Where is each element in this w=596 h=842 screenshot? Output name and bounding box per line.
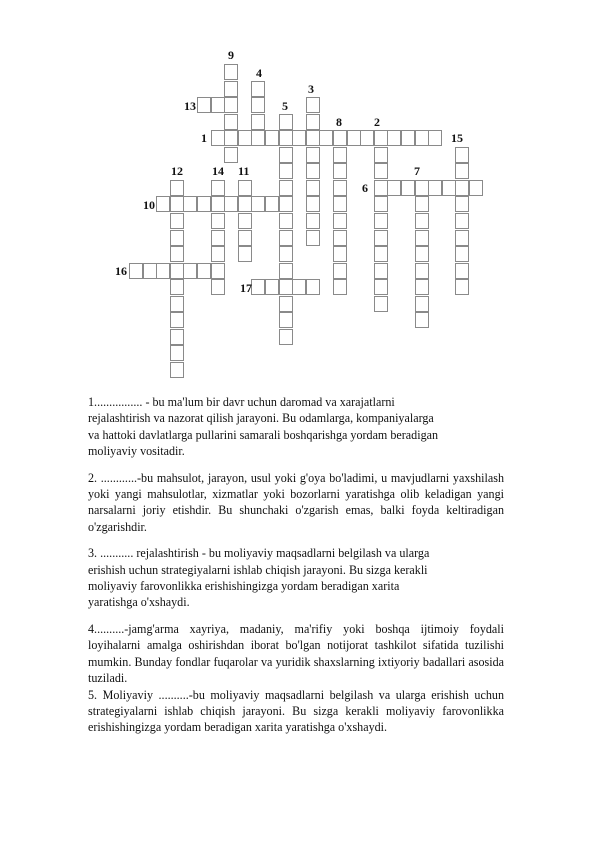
crossword-cell[interactable] xyxy=(333,230,347,246)
crossword-cell[interactable] xyxy=(387,130,401,146)
crossword-cell[interactable] xyxy=(306,279,320,295)
clue-number-5: 5 xyxy=(282,99,288,113)
crossword-cell[interactable] xyxy=(211,130,225,146)
crossword-cell[interactable] xyxy=(224,114,238,130)
clue-number-17: 17 xyxy=(240,281,252,295)
clue-number-15: 15 xyxy=(451,131,463,145)
crossword-cell[interactable] xyxy=(415,312,429,328)
crossword-cell[interactable] xyxy=(374,230,388,246)
crossword-cell[interactable] xyxy=(279,296,293,312)
crossword-cell[interactable] xyxy=(224,130,238,146)
crossword-cell[interactable] xyxy=(279,180,293,196)
crossword-cell[interactable] xyxy=(224,196,238,212)
crossword-cell[interactable] xyxy=(415,196,429,212)
crossword-cell[interactable] xyxy=(428,180,442,196)
crossword-cell[interactable] xyxy=(333,147,347,163)
crossword-cell[interactable] xyxy=(292,130,306,146)
crossword-cell[interactable] xyxy=(455,263,469,279)
crossword-cell[interactable] xyxy=(211,213,225,229)
clue-number-6: 6 xyxy=(362,181,368,195)
crossword-cell[interactable] xyxy=(238,180,252,196)
clue-number-1: 1 xyxy=(201,131,207,145)
crossword-cell[interactable] xyxy=(374,296,388,312)
crossword-cell[interactable] xyxy=(306,147,320,163)
crossword-cell[interactable] xyxy=(211,180,225,196)
crossword-cell[interactable] xyxy=(415,130,429,146)
crossword-cell[interactable] xyxy=(415,296,429,312)
crossword-cell[interactable] xyxy=(143,263,157,279)
clue-number-11: 11 xyxy=(238,164,250,178)
clue-number-3: 3 xyxy=(308,82,314,96)
crossword-cell[interactable] xyxy=(211,97,225,113)
crossword-cell[interactable] xyxy=(224,81,238,97)
crossword-cell[interactable] xyxy=(374,196,388,212)
crossword-cell[interactable] xyxy=(415,279,429,295)
crossword-cell[interactable] xyxy=(306,163,320,179)
clue-number-16: 16 xyxy=(115,264,127,278)
clue-number-14: 14 xyxy=(212,164,224,178)
crossword-cell[interactable] xyxy=(279,329,293,345)
crossword-cell[interactable] xyxy=(415,246,429,262)
crossword-cell[interactable] xyxy=(197,263,211,279)
crossword-cell[interactable] xyxy=(170,345,184,361)
crossword-cell[interactable] xyxy=(428,130,442,146)
crossword-cell[interactable] xyxy=(374,279,388,295)
crossword-cell[interactable] xyxy=(387,180,401,196)
crossword-cell[interactable] xyxy=(374,180,388,196)
crossword-cell[interactable] xyxy=(238,196,252,212)
crossword-cell[interactable] xyxy=(319,130,333,146)
crossword-cell[interactable] xyxy=(455,246,469,262)
crossword-cell[interactable] xyxy=(211,246,225,262)
crossword-cell[interactable] xyxy=(374,147,388,163)
crossword-cell[interactable] xyxy=(333,263,347,279)
crossword-cell[interactable] xyxy=(197,196,211,212)
crossword-cell[interactable] xyxy=(374,213,388,229)
crossword-cell[interactable] xyxy=(455,230,469,246)
crossword-cell[interactable] xyxy=(333,130,347,146)
crossword-cell[interactable] xyxy=(455,213,469,229)
crossword-cell[interactable] xyxy=(374,163,388,179)
crossword-cell[interactable] xyxy=(251,97,265,113)
crossword-cell[interactable] xyxy=(306,230,320,246)
clue-number-7: 7 xyxy=(414,164,420,178)
crossword-cell[interactable] xyxy=(279,312,293,328)
clue-number-8: 8 xyxy=(336,115,342,129)
clue-number-9: 9 xyxy=(228,48,234,62)
crossword-cell[interactable] xyxy=(306,213,320,229)
crossword-cell[interactable] xyxy=(265,130,279,146)
crossword-cell[interactable] xyxy=(306,196,320,212)
crossword-cell[interactable] xyxy=(401,180,415,196)
crossword-cell[interactable] xyxy=(374,246,388,262)
clue-5: 5. Moliyaviy ..........-bu moliyaviy maqsadlarni belgilash va ularga erishish uchun strategiyalarni ishlab chiqish jarayoni. Bu sizga kerakli moliyaviy farovonlikka erishishingizga yordam beradigan xarita yaratishga o'xshaydi. xyxy=(88,687,504,735)
crossword-cell[interactable] xyxy=(333,246,347,262)
crossword-cell[interactable] xyxy=(129,263,143,279)
crossword-cell[interactable] xyxy=(251,196,265,212)
crossword-cell[interactable] xyxy=(401,130,415,146)
crossword-cell[interactable] xyxy=(265,196,279,212)
crossword-cell[interactable] xyxy=(251,114,265,130)
crossword-cell[interactable] xyxy=(224,97,238,113)
crossword-cell[interactable] xyxy=(415,230,429,246)
crossword-cell[interactable] xyxy=(279,263,293,279)
crossword-cell[interactable] xyxy=(170,279,184,295)
crossword-cell[interactable] xyxy=(156,263,170,279)
clue-list xyxy=(88,394,504,736)
crossword-cell[interactable] xyxy=(455,196,469,212)
crossword-cell[interactable] xyxy=(415,180,429,196)
crossword-cell[interactable] xyxy=(306,114,320,130)
crossword-cell[interactable] xyxy=(333,196,347,212)
crossword-cell[interactable] xyxy=(238,213,252,229)
crossword-cell[interactable] xyxy=(211,196,225,212)
crossword-cell[interactable] xyxy=(279,163,293,179)
crossword-cell[interactable] xyxy=(265,279,279,295)
clue-number-12: 12 xyxy=(171,164,183,178)
crossword-cell[interactable] xyxy=(455,163,469,179)
crossword-cell[interactable] xyxy=(333,279,347,295)
crossword-cell[interactable] xyxy=(306,97,320,113)
crossword-cell[interactable] xyxy=(170,263,184,279)
crossword-cell[interactable] xyxy=(360,130,374,146)
crossword-cell[interactable] xyxy=(279,130,293,146)
crossword-cell[interactable] xyxy=(170,246,184,262)
crossword-cell[interactable] xyxy=(156,196,170,212)
crossword-cell[interactable] xyxy=(170,230,184,246)
crossword-cell[interactable] xyxy=(170,296,184,312)
crossword-cell[interactable] xyxy=(415,263,429,279)
crossword-cell[interactable] xyxy=(170,180,184,196)
crossword-cell[interactable] xyxy=(211,230,225,246)
crossword-cell[interactable] xyxy=(374,263,388,279)
crossword-cell[interactable] xyxy=(170,329,184,345)
crossword-cell[interactable] xyxy=(279,114,293,130)
crossword-cell[interactable] xyxy=(197,97,211,113)
clue-2: 2. ............-bu mahsulot, jarayon, usul yoki g'oya bo'ladimi, u mavjudlarni yaxshilash yoki yangi mahsulotlar, xizmatlar yoki bozorlarni yaratishga olib keladigan yangi narsalarni joriy etishdir. Bu shunchaki o'zgarish emas, balki foyda keltiradigan o'zgarishdir. xyxy=(88,470,504,534)
crossword-cell[interactable] xyxy=(170,312,184,328)
clue-number-2: 2 xyxy=(374,115,380,129)
crossword-cell[interactable] xyxy=(224,64,238,80)
crossword-cell[interactable] xyxy=(251,81,265,97)
crossword-cell[interactable] xyxy=(442,180,456,196)
clue-number-4: 4 xyxy=(256,66,262,80)
crossword-cell[interactable] xyxy=(279,196,293,212)
crossword-cell[interactable] xyxy=(455,147,469,163)
crossword-cell[interactable] xyxy=(333,163,347,179)
crossword-cell[interactable] xyxy=(251,130,265,146)
crossword-cell[interactable] xyxy=(374,130,388,146)
crossword-cell[interactable] xyxy=(183,263,197,279)
crossword-cell[interactable] xyxy=(251,279,265,295)
crossword-cell[interactable] xyxy=(469,180,483,196)
crossword-cell[interactable] xyxy=(224,147,238,163)
crossword-cell[interactable] xyxy=(415,213,429,229)
crossword-cell[interactable] xyxy=(238,246,252,262)
crossword-cell[interactable] xyxy=(333,213,347,229)
crossword-cell[interactable] xyxy=(170,213,184,229)
clue-1: 1................ - bu ma'lum bir davr uchun daromad va xarajatlarni rejalashtirish va nazorat qilish jarayoni. Bu odamlarga, kompaniyalarga va hattoki davlatlarga pullarini samarali boshqarishga yordam beradigan moliyaviy vositadir. xyxy=(88,395,439,459)
crossword-cell[interactable] xyxy=(211,263,225,279)
crossword-cell[interactable] xyxy=(455,180,469,196)
crossword-cell[interactable] xyxy=(238,230,252,246)
crossword-cell[interactable] xyxy=(333,180,347,196)
clue-4: 4..........-jamg'arma xayriya, madaniy, ma'rifiy yoki boshqa ijtimoiy foydali loyihalarni amalga oshirishdan iborat bo'lgan notijorat tashkilot sifatida tuzilishi mumkin. Bunday fondlar fuqarolar va yuridik shaxslarning ixtiyoriy badallari asosida tuziladi. xyxy=(88,621,504,686)
crossword-cell[interactable] xyxy=(279,279,293,295)
clue-3: 3. ........... rejalashtirish - bu moliyaviy maqsadlarni belgilash va ularga erishish uchun strategiyalarni ishlab chiqish jarayoni. Bu sizga kerakli moliyaviy farovonlikka erishishingizga yordam beradigan xarita yaratishga o'xshaydi. xyxy=(88,546,430,610)
clue-number-13: 13 xyxy=(184,99,196,113)
crossword-cell[interactable] xyxy=(183,196,197,212)
crossword-cell[interactable] xyxy=(279,230,293,246)
crossword-cell[interactable] xyxy=(347,130,361,146)
crossword-cell[interactable] xyxy=(306,180,320,196)
crossword-cell[interactable] xyxy=(279,246,293,262)
clue-number-10: 10 xyxy=(143,198,155,212)
crossword-cell[interactable] xyxy=(306,130,320,146)
crossword-cell[interactable] xyxy=(238,130,252,146)
crossword-grid xyxy=(0,0,596,390)
crossword-cell[interactable] xyxy=(279,213,293,229)
crossword-cell[interactable] xyxy=(455,279,469,295)
crossword-cell[interactable] xyxy=(292,279,306,295)
crossword-cell[interactable] xyxy=(211,279,225,295)
crossword-cell[interactable] xyxy=(170,196,184,212)
crossword-cell[interactable] xyxy=(279,147,293,163)
crossword-cell[interactable] xyxy=(170,362,184,378)
